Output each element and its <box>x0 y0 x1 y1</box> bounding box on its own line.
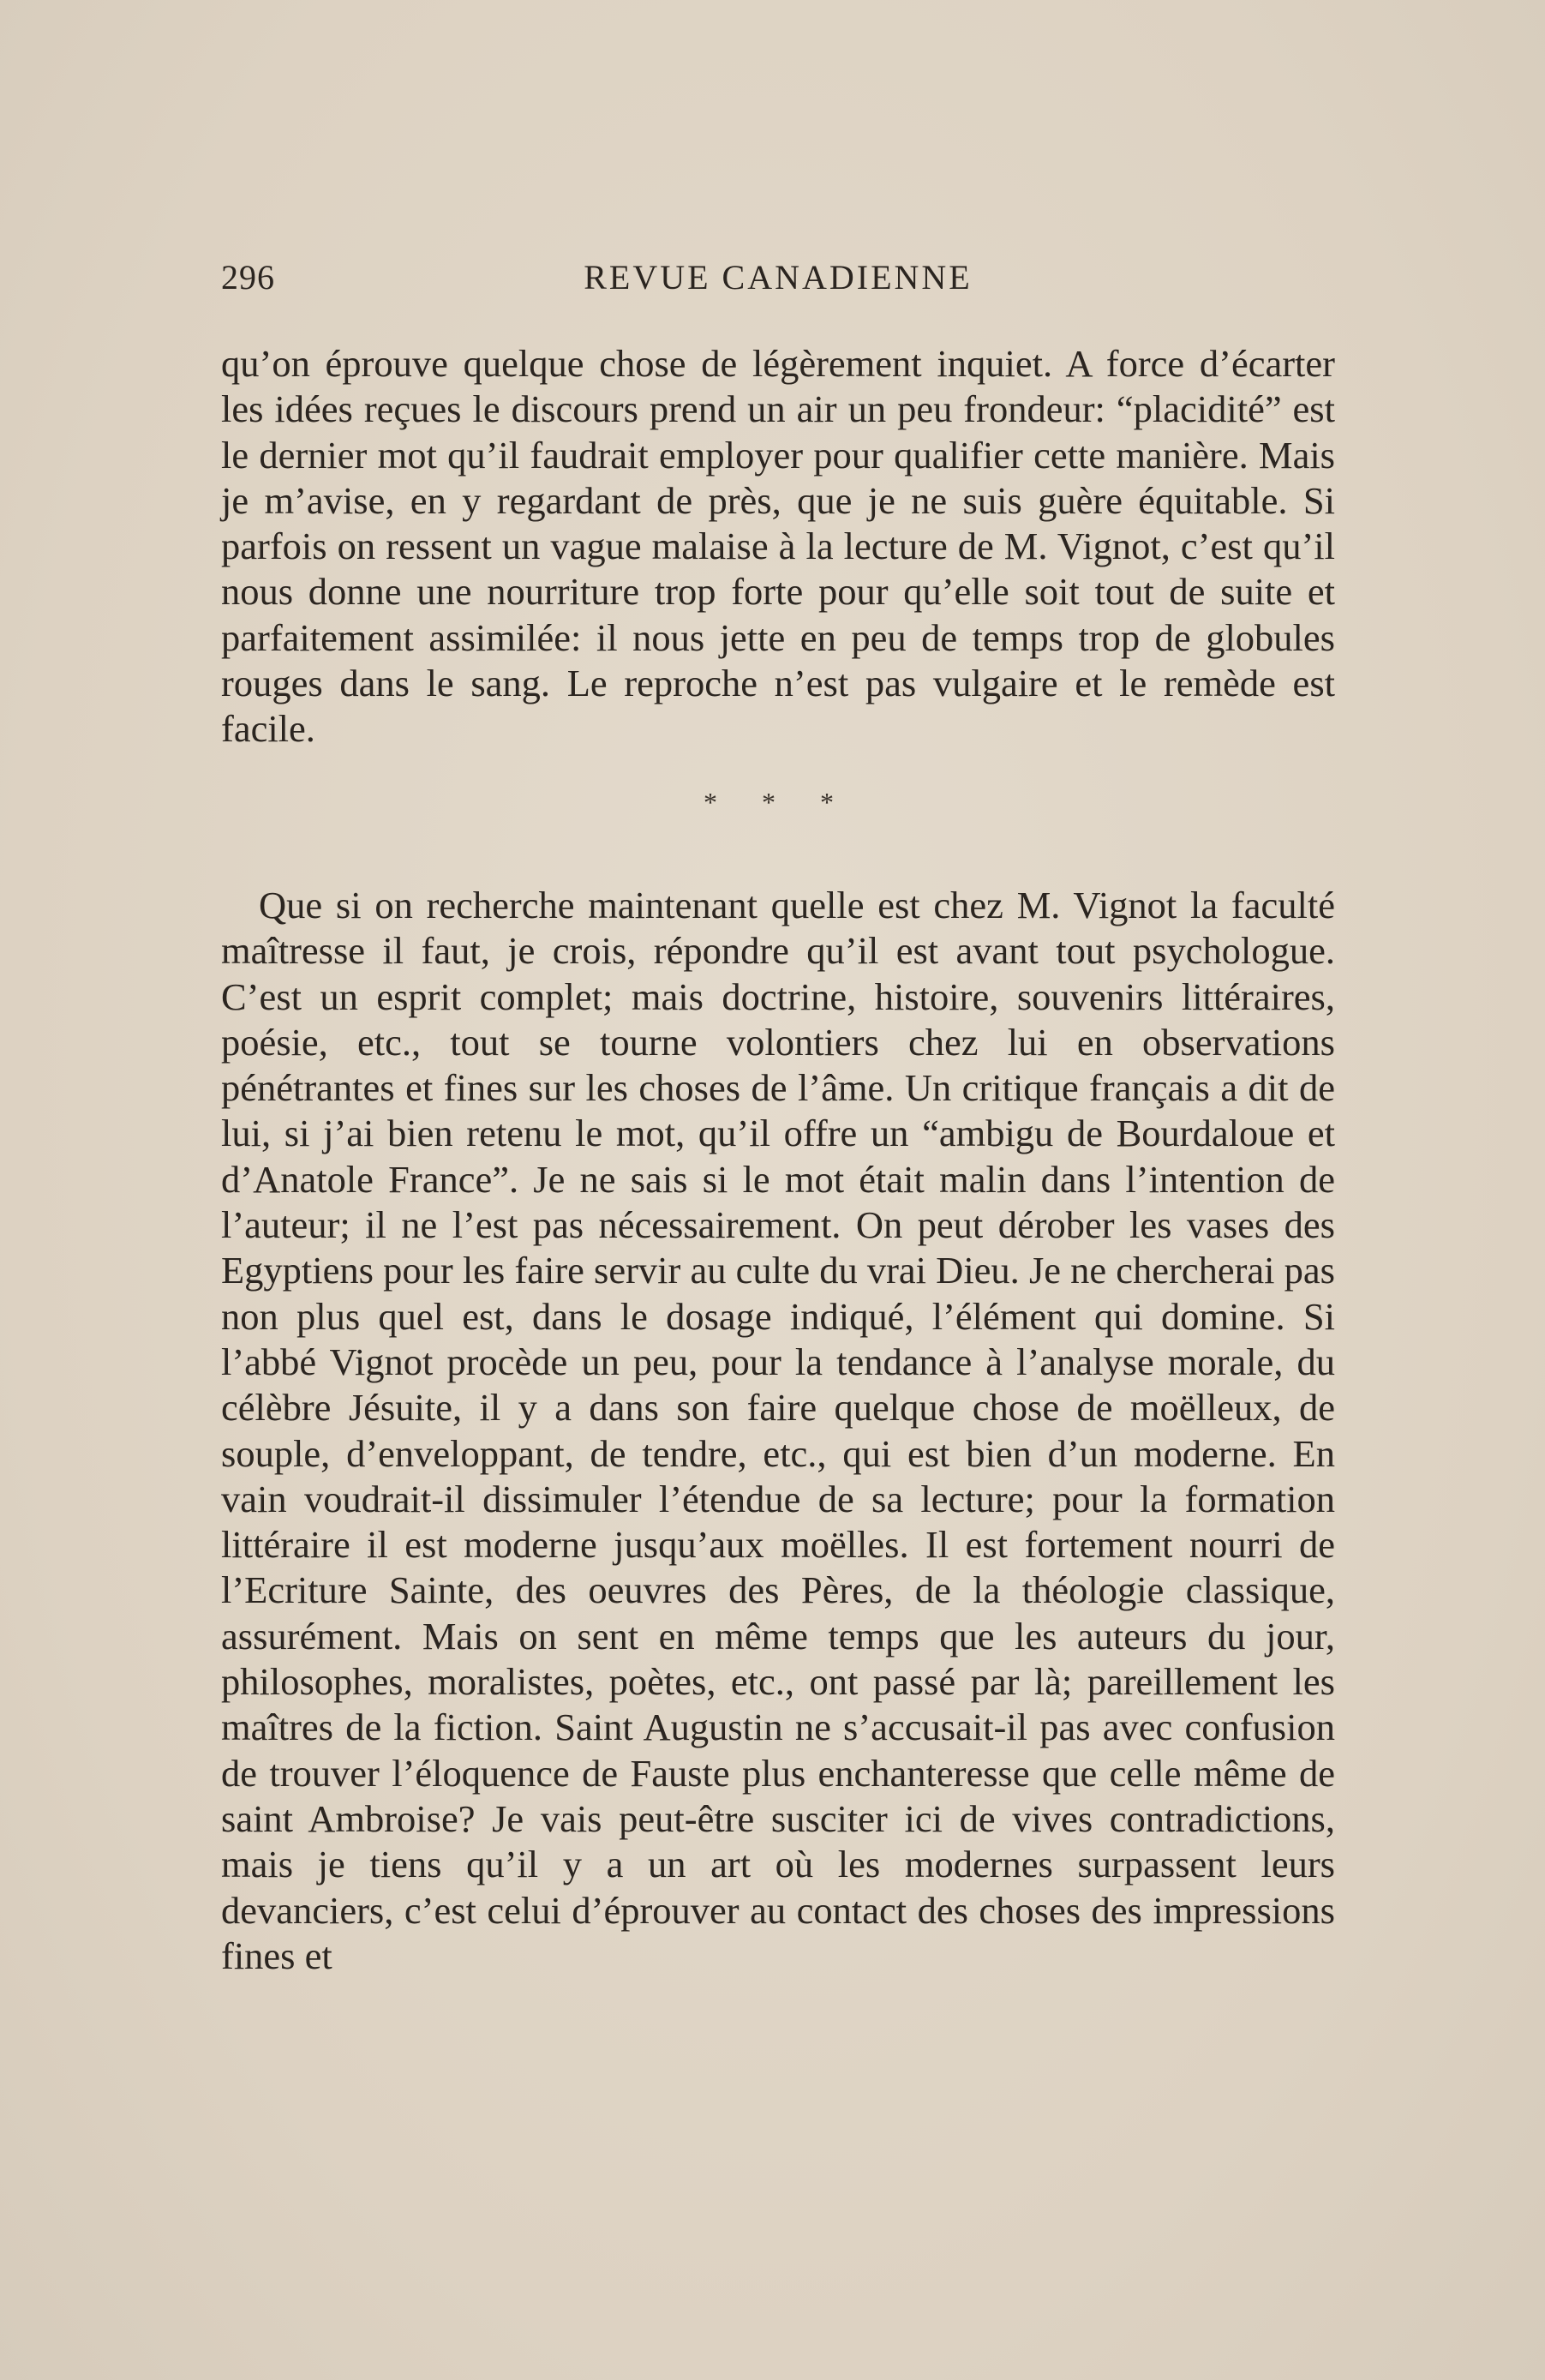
running-head: REVUE CANADIENNE <box>584 258 973 297</box>
page-header <box>221 257 1335 309</box>
paragraph-continued: qu’on éprouve quelque chose de légèrement inquiet. A force d’écarter les idées reçues le discours prend un air un peu frondeur: “placidité” est le dernier mot qu’il faudrait employer pour qualifier cette manière. Mais je m’avise, en y regardant de près, que je ne suis guère équitable. Si parfois on ressent un vague malaise à la lecture de M. Vignot, c’est qu’il nous donne une nourriture trop forte pour qu’elle soit tout de suite et parfaitement assimilée: il nous jette en peu de temps trop de globules rouges dans le sang. Le reproche n’est pas vulgaire et le remède est facile. <box>221 342 1335 751</box>
paragraph-main: Que si on recherche maintenant quelle est chez M. Vignot la faculté maîtresse il faut, je crois, répondre qu’il est avant tout psychologue. C’est un esprit complet; mais doctrine, histoire, souvenirs littéraires, poésie, etc., tout se tourne volontiers chez lui en observations pénétrantes et fines sur les choses de l’âme. Un critique français a dit de lui, si j’ai bien retenu le mot, qu’il offre un “ambigu de Bourdaloue et d’Anatole France”. Je ne sais si le mot était malin dans l’intention de l’auteur; il ne l’est pas nécessairement. On peut dérober les vases des Egyptiens pour les faire servir au culte du vrai Dieu. Je ne chercherai pas non plus quel est, dans le dosage indiqué, l’élément qui domine. Si l’abbé Vignot procède un peu, pour la tendance à l’analyse morale, du célèbre Jésuite, il y a dans son faire quelque chose de moëlleux, de souple, d’enveloppant, de tendre, etc., qui est bien d’un moderne. En vain voudrait-il dissimuler l’étendue de sa lecture; pour la formation littéraire il est moderne jusqu’aux moëlles. Il est fortement nourri de l’Ecriture Sainte, des oeuvres des Pères, de la théologie classique, assurément. Mais on sent en même temps que les auteurs du jour, philosophes, moralistes, poètes, etc., ont passé par là; pareillement les maîtres de la fiction. Saint Augustin ne s’accusait-il pas avec confusion de trouver l’éloquence de Fauste plus enchanteresse que celle même de saint Ambroise? Je vais peut-être susciter ici de vives contradictions, mais je tiens qu’il y a un art où les modernes surpassent leurs devanciers, c’est celui d’éprouver au contact des choses des impressions fines et <box>221 884 1335 1977</box>
text-block-top <box>221 341 1335 752</box>
text-block-bottom <box>221 883 1335 1979</box>
page-number: 296 <box>221 258 275 297</box>
section-separator: * * * <box>704 787 853 818</box>
